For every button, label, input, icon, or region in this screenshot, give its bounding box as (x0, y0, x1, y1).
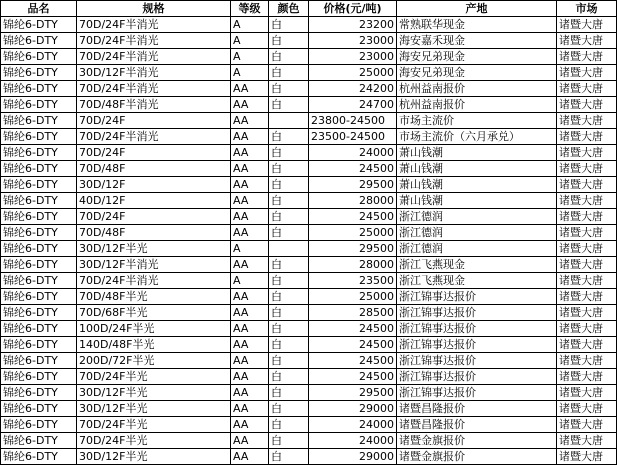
header-grade: 等级 (231, 1, 269, 17)
cell-name: 锦纶6-DTY (1, 417, 77, 433)
cell-place: 诸暨昌隆报价 (397, 401, 557, 417)
cell-spec: 30D/12F半光 (77, 241, 231, 257)
cell-color: 白 (269, 401, 309, 417)
cell-place: 浙江锦事达报价 (397, 353, 557, 369)
table-row (1, 113, 617, 129)
cell-price: 24500 (309, 321, 397, 337)
cell-price: 24500 (309, 337, 397, 353)
table-body (1, 17, 617, 465)
table-row (1, 193, 617, 209)
cell-place: 诸暨金旗报价 (397, 433, 557, 449)
cell-color (269, 113, 309, 129)
table-row (1, 433, 617, 449)
cell-price: 29000 (309, 449, 397, 465)
cell-spec: 70D/24F半光 (77, 433, 231, 449)
cell-market: 诸暨大唐 (557, 17, 617, 33)
cell-spec: 70D/24F半消光 (77, 17, 231, 33)
cell-place: 海安兄弟现金 (397, 65, 557, 81)
cell-spec: 70D/24F半光 (77, 417, 231, 433)
table-row (1, 337, 617, 353)
cell-price: 24500 (309, 369, 397, 385)
cell-grade: A (231, 65, 269, 81)
cell-place: 市场主流价（六月承兑） (397, 129, 557, 145)
table-row (1, 449, 617, 465)
cell-name: 锦纶6-DTY (1, 385, 77, 401)
cell-place: 常熟联华现金 (397, 17, 557, 33)
cell-grade: A (231, 33, 269, 49)
cell-market: 诸暨大唐 (557, 337, 617, 353)
cell-color: 白 (269, 305, 309, 321)
cell-spec: 70D/48F (77, 161, 231, 177)
cell-grade: AA (231, 369, 269, 385)
cell-color: 白 (269, 321, 309, 337)
cell-place: 浙江锦事达报价 (397, 289, 557, 305)
cell-market: 诸暨大唐 (557, 33, 617, 49)
cell-market: 诸暨大唐 (557, 97, 617, 113)
table-row (1, 321, 617, 337)
cell-name: 锦纶6-DTY (1, 161, 77, 177)
cell-color: 白 (269, 433, 309, 449)
cell-price: 24500 (309, 161, 397, 177)
cell-color (269, 241, 309, 257)
cell-grade: AA (231, 113, 269, 129)
cell-place: 浙江德润 (397, 209, 557, 225)
cell-name: 锦纶6-DTY (1, 177, 77, 193)
cell-color: 白 (269, 17, 309, 33)
cell-spec: 70D/24F半消光 (77, 33, 231, 49)
table-row (1, 257, 617, 273)
cell-market: 诸暨大唐 (557, 321, 617, 337)
cell-price: 24500 (309, 209, 397, 225)
cell-color: 白 (269, 161, 309, 177)
cell-market: 诸暨大唐 (557, 81, 617, 97)
cell-place: 浙江飞燕现金 (397, 257, 557, 273)
cell-market: 诸暨大唐 (557, 177, 617, 193)
table-row (1, 369, 617, 385)
cell-spec: 140D/48F半光 (77, 337, 231, 353)
cell-grade: AA (231, 305, 269, 321)
cell-market: 诸暨大唐 (557, 145, 617, 161)
cell-name: 锦纶6-DTY (1, 17, 77, 33)
cell-price: 25000 (309, 225, 397, 241)
cell-market: 诸暨大唐 (557, 113, 617, 129)
cell-spec: 30D/12F半消光 (77, 257, 231, 273)
cell-spec: 70D/24F (77, 209, 231, 225)
cell-grade: A (231, 49, 269, 65)
cell-price: 23000 (309, 33, 397, 49)
cell-spec: 30D/12F半光 (77, 449, 231, 465)
cell-name: 锦纶6-DTY (1, 241, 77, 257)
cell-color: 白 (269, 337, 309, 353)
cell-market: 诸暨大唐 (557, 129, 617, 145)
cell-spec: 30D/12F半消光 (77, 65, 231, 81)
table-row (1, 417, 617, 433)
cell-spec: 40D/12F (77, 193, 231, 209)
cell-spec: 30D/12F半光 (77, 385, 231, 401)
table-row (1, 97, 617, 113)
cell-market: 诸暨大唐 (557, 209, 617, 225)
header-price: 价格(元/吨) (309, 1, 397, 17)
cell-place: 萧山钱潮 (397, 161, 557, 177)
cell-price: 28500 (309, 305, 397, 321)
cell-market: 诸暨大唐 (557, 225, 617, 241)
cell-name: 锦纶6-DTY (1, 369, 77, 385)
table-row (1, 65, 617, 81)
cell-market: 诸暨大唐 (557, 193, 617, 209)
cell-spec: 30D/12F半光 (77, 401, 231, 417)
cell-color: 白 (269, 353, 309, 369)
cell-name: 锦纶6-DTY (1, 337, 77, 353)
cell-spec: 70D/68F半光 (77, 305, 231, 321)
cell-place: 海安嘉禾现金 (397, 33, 557, 49)
cell-spec: 30D/12F (77, 177, 231, 193)
cell-grade: AA (231, 225, 269, 241)
cell-place: 浙江锦事达报价 (397, 305, 557, 321)
cell-place: 浙江锦事达报价 (397, 369, 557, 385)
header-name: 品名 (1, 1, 77, 17)
table-row (1, 209, 617, 225)
table-row (1, 241, 617, 257)
cell-market: 诸暨大唐 (557, 65, 617, 81)
cell-grade: AA (231, 385, 269, 401)
cell-name: 锦纶6-DTY (1, 65, 77, 81)
cell-color: 白 (269, 145, 309, 161)
cell-price: 29500 (309, 385, 397, 401)
cell-grade: AA (231, 289, 269, 305)
cell-name: 锦纶6-DTY (1, 49, 77, 65)
cell-grade: AA (231, 417, 269, 433)
cell-market: 诸暨大唐 (557, 289, 617, 305)
cell-color: 白 (269, 225, 309, 241)
table-row (1, 401, 617, 417)
cell-name: 锦纶6-DTY (1, 257, 77, 273)
cell-name: 锦纶6-DTY (1, 305, 77, 321)
cell-spec: 70D/24F半消光 (77, 81, 231, 97)
cell-spec: 70D/48F半消光 (77, 97, 231, 113)
cell-price: 29500 (309, 177, 397, 193)
cell-market: 诸暨大唐 (557, 353, 617, 369)
cell-price: 23200 (309, 17, 397, 33)
cell-grade: AA (231, 449, 269, 465)
cell-market: 诸暨大唐 (557, 401, 617, 417)
cell-spec: 70D/48F半光 (77, 289, 231, 305)
cell-place: 诸暨昌隆报价 (397, 417, 557, 433)
cell-price: 28000 (309, 193, 397, 209)
cell-place: 浙江锦事达报价 (397, 321, 557, 337)
cell-name: 锦纶6-DTY (1, 289, 77, 305)
cell-market: 诸暨大唐 (557, 161, 617, 177)
cell-price: 29500 (309, 241, 397, 257)
cell-place: 浙江德润 (397, 225, 557, 241)
cell-name: 锦纶6-DTY (1, 401, 77, 417)
cell-spec: 70D/24F半光 (77, 369, 231, 385)
cell-market: 诸暨大唐 (557, 241, 617, 257)
cell-name: 锦纶6-DTY (1, 97, 77, 113)
cell-grade: AA (231, 257, 269, 273)
table-row (1, 225, 617, 241)
cell-price: 25000 (309, 65, 397, 81)
header-place: 产地 (397, 1, 557, 17)
header-color: 颜色 (269, 1, 309, 17)
cell-place: 浙江飞燕现金 (397, 273, 557, 289)
cell-grade: AA (231, 193, 269, 209)
cell-spec: 100D/24F半光 (77, 321, 231, 337)
table-row (1, 145, 617, 161)
cell-market: 诸暨大唐 (557, 305, 617, 321)
cell-name: 锦纶6-DTY (1, 81, 77, 97)
cell-price: 25000 (309, 289, 397, 305)
cell-color: 白 (269, 417, 309, 433)
cell-spec: 70D/24F半消光 (77, 273, 231, 289)
cell-grade: A (231, 241, 269, 257)
cell-place: 海安兄弟现金 (397, 49, 557, 65)
cell-price: 24700 (309, 97, 397, 113)
table-row (1, 33, 617, 49)
cell-color: 白 (269, 209, 309, 225)
table-row (1, 129, 617, 145)
cell-color: 白 (269, 33, 309, 49)
cell-place: 浙江锦事达报价 (397, 337, 557, 353)
cell-grade: AA (231, 337, 269, 353)
cell-grade: AA (231, 129, 269, 145)
table-row (1, 17, 617, 33)
cell-price: 24500 (309, 353, 397, 369)
cell-color: 白 (269, 177, 309, 193)
cell-name: 锦纶6-DTY (1, 33, 77, 49)
cell-name: 锦纶6-DTY (1, 193, 77, 209)
cell-market: 诸暨大唐 (557, 369, 617, 385)
cell-grade: AA (231, 401, 269, 417)
cell-place: 浙江锦事达报价 (397, 385, 557, 401)
cell-place: 浙江德润 (397, 241, 557, 257)
cell-grade: AA (231, 433, 269, 449)
cell-price: 24200 (309, 81, 397, 97)
cell-price: 23000 (309, 49, 397, 65)
cell-color: 白 (269, 369, 309, 385)
cell-color: 白 (269, 65, 309, 81)
cell-grade: AA (231, 177, 269, 193)
cell-color: 白 (269, 273, 309, 289)
cell-grade: AA (231, 81, 269, 97)
cell-color: 白 (269, 129, 309, 145)
cell-color: 白 (269, 193, 309, 209)
table-row (1, 353, 617, 369)
cell-market: 诸暨大唐 (557, 433, 617, 449)
cell-market: 诸暨大唐 (557, 385, 617, 401)
cell-grade: AA (231, 145, 269, 161)
cell-name: 锦纶6-DTY (1, 433, 77, 449)
cell-price: 23500 (309, 273, 397, 289)
cell-grade: AA (231, 353, 269, 369)
cell-place: 市场主流价 (397, 113, 557, 129)
cell-spec: 70D/48F (77, 225, 231, 241)
cell-color: 白 (269, 289, 309, 305)
cell-market: 诸暨大唐 (557, 417, 617, 433)
cell-name: 锦纶6-DTY (1, 225, 77, 241)
table-row (1, 385, 617, 401)
table-row (1, 289, 617, 305)
cell-spec: 70D/24F (77, 145, 231, 161)
cell-color: 白 (269, 49, 309, 65)
cell-price: 24000 (309, 433, 397, 449)
cell-price: 29000 (309, 401, 397, 417)
cell-color: 白 (269, 385, 309, 401)
cell-market: 诸暨大唐 (557, 273, 617, 289)
table-row (1, 305, 617, 321)
cell-market: 诸暨大唐 (557, 49, 617, 65)
cell-name: 锦纶6-DTY (1, 209, 77, 225)
table-row (1, 49, 617, 65)
cell-price: 24000 (309, 417, 397, 433)
cell-market: 诸暨大唐 (557, 257, 617, 273)
header-row (1, 1, 617, 17)
cell-name: 锦纶6-DTY (1, 273, 77, 289)
cell-place: 诸暨金旗报价 (397, 449, 557, 465)
cell-name: 锦纶6-DTY (1, 129, 77, 145)
header-spec: 规格 (77, 1, 231, 17)
cell-grade: AA (231, 209, 269, 225)
table-row (1, 81, 617, 97)
cell-place: 萧山钱潮 (397, 193, 557, 209)
header-market: 市场 (557, 1, 617, 17)
table-row (1, 161, 617, 177)
cell-grade: AA (231, 321, 269, 337)
cell-spec: 70D/24F半消光 (77, 49, 231, 65)
cell-price: 23500-24500 (309, 129, 397, 145)
cell-color: 白 (269, 449, 309, 465)
cell-color: 白 (269, 81, 309, 97)
cell-name: 锦纶6-DTY (1, 145, 77, 161)
cell-price: 24000 (309, 145, 397, 161)
cell-name: 锦纶6-DTY (1, 113, 77, 129)
table-row (1, 177, 617, 193)
cell-market: 诸暨大唐 (557, 449, 617, 465)
cell-place: 杭州益南报价 (397, 97, 557, 113)
cell-spec: 200D/72F半光 (77, 353, 231, 369)
cell-place: 萧山钱潮 (397, 177, 557, 193)
cell-name: 锦纶6-DTY (1, 353, 77, 369)
cell-name: 锦纶6-DTY (1, 321, 77, 337)
table-row (1, 273, 617, 289)
cell-price: 23800-24500 (309, 113, 397, 129)
cell-color: 白 (269, 97, 309, 113)
cell-spec: 70D/24F (77, 113, 231, 129)
cell-place: 杭州益南报价 (397, 81, 557, 97)
cell-spec: 70D/24F半消光 (77, 129, 231, 145)
cell-grade: A (231, 273, 269, 289)
cell-grade: A (231, 17, 269, 33)
cell-name: 锦纶6-DTY (1, 449, 77, 465)
cell-place: 萧山钱潮 (397, 145, 557, 161)
cell-grade: AA (231, 97, 269, 113)
cell-price: 28000 (309, 257, 397, 273)
cell-color: 白 (269, 257, 309, 273)
cell-grade: AA (231, 161, 269, 177)
